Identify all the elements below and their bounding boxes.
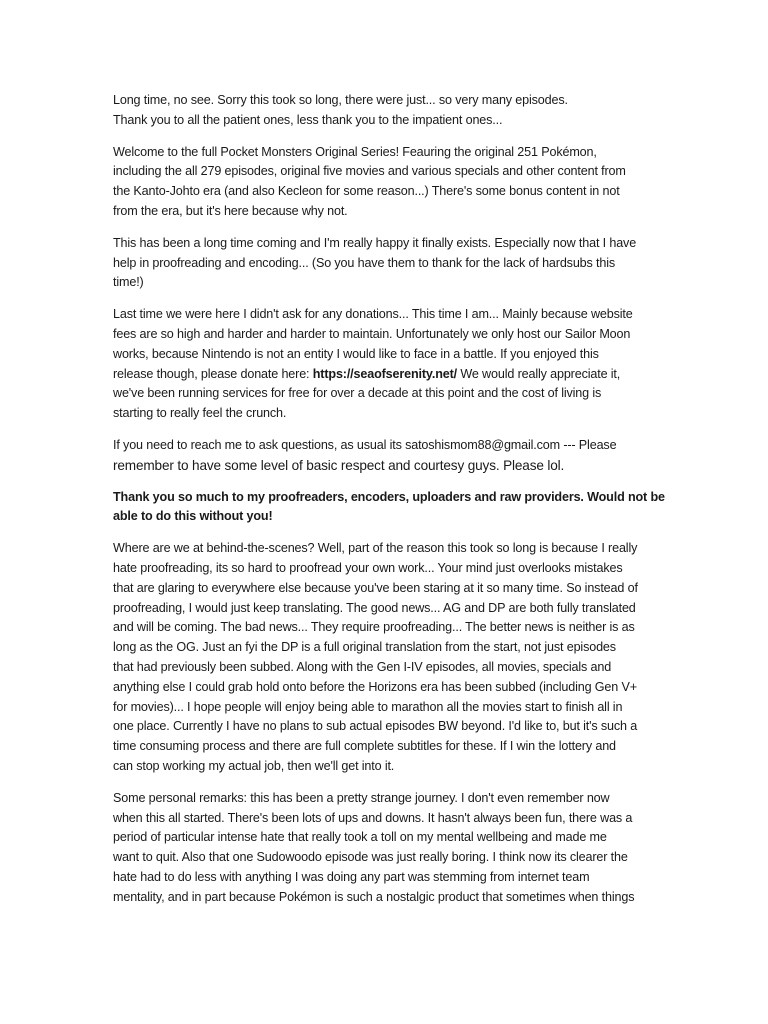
text-line: that are glaring to everywhere else because you've been staring at it so many time. So instead of [113, 580, 638, 595]
text-line [113, 365, 661, 385]
text-line: want to quit. Also that one Sudowoodo episode was just really boring. I think now its clearer the [113, 850, 628, 865]
text-line: Long time, no see. Sorry this took so long, there were just... so very many episodes. [113, 93, 568, 107]
paragraph-welcome [113, 143, 661, 222]
contact-line: If you need to reach me to ask questions, as usual its satoshismom88@gmail.com --- Please [113, 437, 617, 452]
text-line: Where are we at behind-the-scenes? Well, part of the reason this took so long is because I really [113, 541, 638, 556]
text-line: Thank you to all the patient ones, less thank you to the impatient ones... [113, 112, 503, 127]
text-line: Thank you so much to my proofreaders, encoders, uploaders and raw providers. Would not be [113, 489, 665, 504]
text-line: from the era, but it's here because why not. [113, 203, 348, 218]
text-line: time!) [113, 275, 144, 290]
document-body [113, 91, 665, 919]
text-line: we've been running services for free for over a decade at this point and the cost of living is [113, 386, 602, 401]
paragraph-donations [113, 305, 661, 424]
paragraph-contact [113, 436, 661, 476]
text-line: works, because Nintendo is not an entity I would like to face in a battle. If you enjoyed this [113, 346, 599, 361]
paragraph-intro [113, 91, 661, 131]
text-line: help in proofreading and encoding... (So you have them to thank for the lack of hardsubs this [113, 255, 616, 270]
text-line: hate proofreading, its so hard to proofread your own work... Your mind just overlooks mistakes [113, 560, 623, 575]
text-line: mentality, and in part because Pokémon is such a nostalgic product that sometimes when things [113, 889, 635, 904]
text-line: This has been a long time coming and I'm really happy it finally exists. Especially now that I have [113, 235, 637, 250]
text-line: Welcome to the full Pocket Monsters Original Series! Feauring the original 251 Pokémon, [113, 144, 597, 159]
paragraph-long-time-coming [113, 234, 661, 293]
text-line: anything else I could grab hold onto before the Horizons era has been subbed (including Gen V+ [113, 679, 637, 694]
text-line: fees are so high and harder and harder to maintain. Unfortunately we only host our Sailor Moon [113, 326, 631, 341]
text-line: time consuming process and there are full complete subtitles for these. If I win the lottery and [113, 739, 616, 754]
text-line: and will be coming. The bad news... They require proofreading... The better news is neither is as [113, 620, 635, 635]
text-line: starting to really feel the crunch. [113, 406, 287, 421]
text-line: proofreading, I would just keep translating. The good news... AG and DP are both fully translated [113, 600, 636, 615]
text-line: when this all started. There's been lots of ups and downs. It hasn't always been fun, there was a [113, 810, 633, 825]
donate-link[interactable]: https://seaofserenity.net/ [312, 366, 457, 381]
donate-prefix: release though, please donate here: [113, 366, 313, 381]
text-line: one place. Currently I have no plans to sub actual episodes BW beyond. I'd like to, but it's such a [113, 719, 638, 734]
respect-line: remember to have some level of basic respect and courtesy guys. Please lol. [113, 457, 565, 473]
text-line: period of particular intense hate that really took a toll on my mental wellbeing and made me [113, 830, 607, 845]
text-line: able to do this without you! [113, 509, 273, 524]
text-line: the Kanto-Johto era (and also Kecleon for some reason...) There's some bonus content in not [113, 184, 620, 199]
donate-suffix: We would really appreciate it, [457, 366, 621, 381]
text-line: long as the OG. Just an fyi the DP is a full original translation from the start, not just episodes [113, 640, 616, 655]
paragraph-thanks [113, 488, 665, 528]
text-line: can stop working my actual job, then we'll get into it. [113, 758, 395, 773]
text-line: Some personal remarks: this has been a pretty strange journey. I don't even remember now [113, 790, 610, 805]
text-line: Last time we were here I didn't ask for any donations... This time I am... Mainly because website [113, 307, 633, 322]
paragraph-behind-the-scenes [113, 539, 661, 777]
paragraph-personal-remarks [113, 789, 661, 908]
text-line: hate had to do less with anything I was doing any part was stemming from internet team [113, 869, 590, 884]
text-line: for movies)... I hope people will enjoy being able to marathon all the movies start to finish all in [113, 699, 623, 714]
text-line: that had previously been subbed. Along with the Gen I-IV episodes, all movies, specials and [113, 659, 612, 674]
text-line: including the all 279 episodes, original five movies and various specials and other content from [113, 164, 626, 179]
